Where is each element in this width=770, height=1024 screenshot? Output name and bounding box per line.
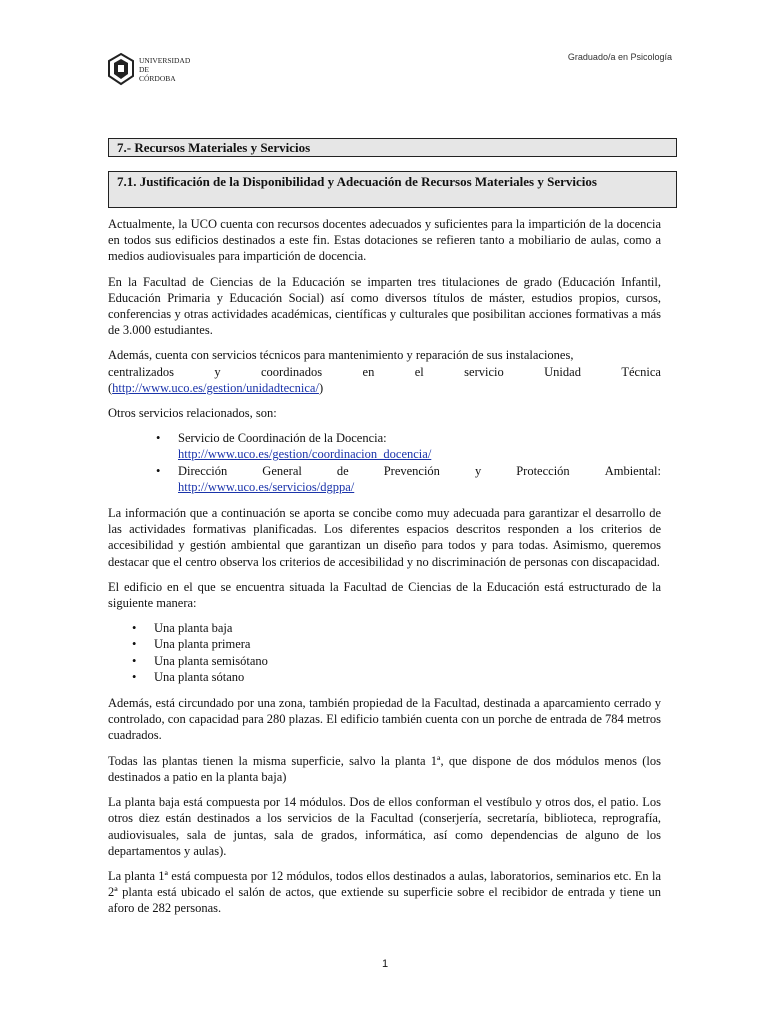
paragraph: El edificio en el que se encuentra situada la Facultad de Ciencias de la Educación está estructurado de la siguiente manera:: [108, 579, 661, 611]
word: General: [262, 463, 302, 478]
paragraph: La planta 1ª está compuesta por 12 módulos, todos ellos destinados a aulas, laboratorios, seminarios etc. En la 2ª planta está ubicado el salón de actos, que extiende su superficie sobre el recibidor de entrada y tiene un aforo de 282 personas.: [108, 868, 661, 916]
logo-line: UNIVERSIDAD: [139, 55, 191, 65]
word: y: [474, 463, 482, 478]
floors-list: [132, 620, 661, 685]
logo-text: [139, 56, 190, 83]
paragraph: Otros servicios relacionados, son:: [108, 406, 277, 421]
paragraph-spread-line: [108, 364, 661, 380]
university-seal-icon: [106, 52, 136, 86]
paragraph: Todas las plantas tienen la misma superficie, salvo la planta 1ª, que dispone de dos módulos menos (los destinados a patio en la planta baja): [108, 753, 661, 784]
dgppa-link[interactable]: http://www.uco.es/servicios/dgppa/: [178, 479, 355, 494]
logo-line: DE: [139, 64, 149, 74]
unidad-tecnica-link[interactable]: http://www.uco.es/gestion/unidadtecnica/: [112, 380, 319, 395]
page-number: 1: [381, 958, 389, 970]
word: el: [414, 364, 424, 379]
word: Ambiental:: [604, 463, 661, 478]
list-item: • Una planta baja: [132, 620, 661, 636]
word: y: [214, 364, 221, 379]
word: en: [362, 364, 375, 379]
list-item: • Una planta sótano: [132, 669, 661, 685]
paragraph: [108, 347, 661, 396]
paragraph: La información que a continuación se aporta se concibe como muy adecuada para garantizar el desarrollo de las actividades formativas planificadas. Los diferentes espacios descritos responden a los criterios de accesibilidad y gestión ambiental que garantizan un diseño para todos y para todas. Asimismo, queremos destacar que el centro observa los criterios de accesibilidad y no discriminación de personas con discapacidad.: [108, 506, 661, 569]
word: centralizados: [108, 364, 174, 379]
list-item: [156, 430, 661, 462]
word: • Dirección: [178, 463, 228, 478]
word: coordinados: [261, 364, 323, 379]
paragraph: Además, está circundado por una zona, también propiedad de la Facultad, destinada a aparcamiento cerrado y controlado, con capacidad para 280 plazas. El edificio también cuenta con un porche de entrada de 784 metros cuadrados.: [108, 696, 661, 743]
word: Protección: [516, 463, 570, 478]
word: Unidad: [544, 364, 581, 379]
list-item: • Una planta semisótano: [132, 653, 661, 669]
paragraph-line: Además, cuenta con servicios técnicos para mantenimiento y reparación de sus instalaciones,: [108, 348, 574, 363]
section-heading-7-1: 7.1. Justificación de la Disponibilidad y Adecuación de Recursos Materiales y Servicios: [108, 171, 677, 208]
word: Técnica: [621, 364, 661, 379]
list-item: • Una planta primera: [132, 636, 661, 652]
paragraph: La planta baja está compuesta por 14 módulos. Dos de ellos conforman el vestíbulo y otros dos, el patio. Los otros diez están destinados a los servicios de la Facultad (conserjería, secretaría, biblioteca, reprografía, audiovisuales, sala de juntas, sala de grados, informática, así como dependencias de alguno de los departamentos y aulas).: [108, 795, 661, 858]
services-list: [156, 430, 661, 495]
program-name: Graduado/a en Psicología: [567, 52, 672, 62]
list-item: [156, 463, 661, 495]
word: Prevención: [383, 463, 440, 478]
service-label: Servicio de Coordinación de la Docencia:: [178, 431, 387, 446]
paragraph: Actualmente, la UCO cuenta con recursos docentes adecuados y suficientes para la impartición de la docencia en todos sus edificios destinados a este fin. Estas dotaciones se refieren tanto a mobiliario de aulas, como a medios audiovisuales para impartición de docencia.: [108, 217, 661, 264]
document-body: [108, 216, 661, 926]
paragraph: En la Facultad de Ciencias de la Educación se imparten tres titulaciones de grado (Educación Infantil, Educación Primaria y Educación Social) así como diversos títulos de máster, estudios propios, cursos, conferencias y otras actividades académicas, científicas y culturales que posibilitan acciones formativas a más de 3.000 estudiantes.: [108, 274, 661, 338]
paren: (: [108, 380, 113, 395]
coordinacion-docencia-link[interactable]: http://www.uco.es/gestion/coordinacion_docencia/: [178, 447, 432, 462]
paren: ): [318, 380, 324, 395]
word: de: [336, 463, 349, 478]
service-label-spread: [178, 463, 661, 479]
word: servicio: [464, 364, 504, 379]
university-logo: [106, 50, 216, 88]
section-heading-7: 7.- Recursos Materiales y Servicios: [108, 138, 677, 157]
logo-line: CÓRDOBA: [139, 73, 176, 83]
